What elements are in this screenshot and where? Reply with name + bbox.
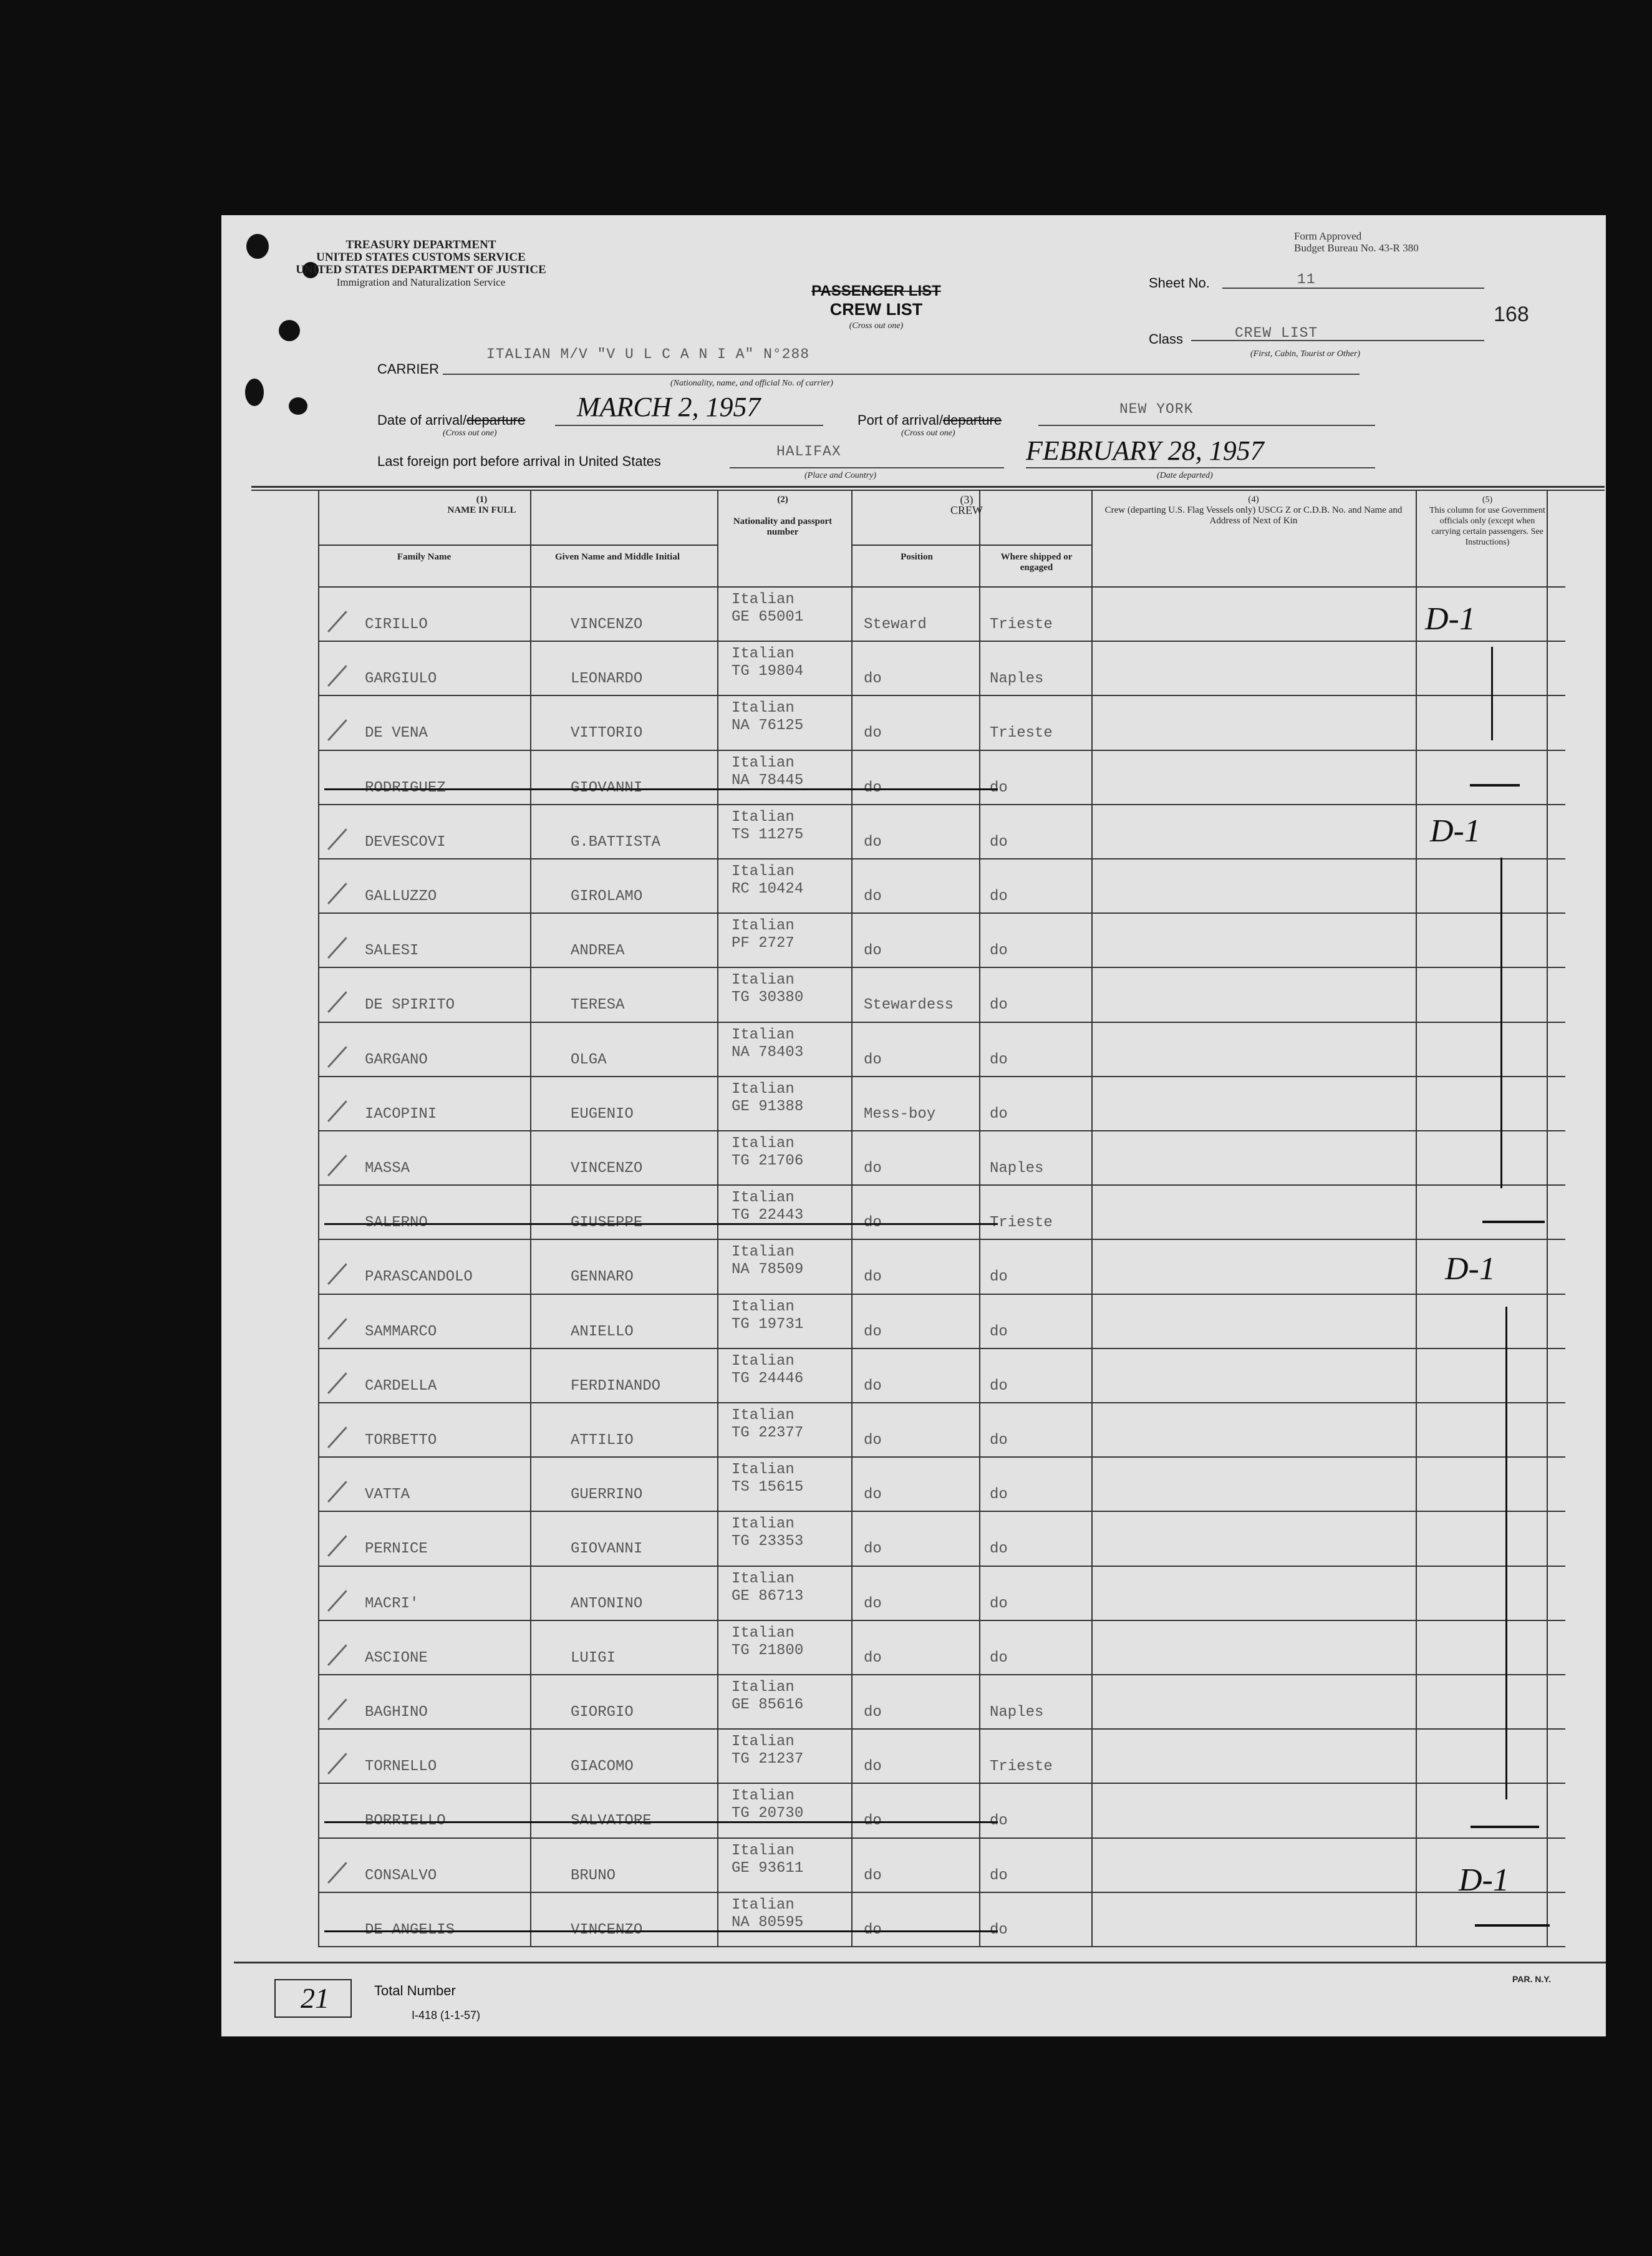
passport-cell: TG 23353 [732,1533,804,1551]
strike-through-line [324,788,998,790]
agency-line: TREASURY DEPARTMENT [345,238,496,251]
last-port-label: Last foreign port before arrival in United States [377,453,661,469]
position-cell: do [864,942,882,960]
passport-cell: TG 19804 [732,663,804,680]
nationality-cell: Italian [732,646,795,663]
port-note: (Cross out one) [901,428,955,438]
family-name-cell: BORRIELLO [365,1813,446,1830]
table-top-rule [251,490,1605,491]
dash-mark [1475,1924,1550,1927]
position-cell: do [864,1541,882,1558]
position-cell: do [864,1051,882,1068]
given-name-cell: ATTILIO [571,1432,634,1449]
class-note: (First, Cabin, Tourist or Other) [1250,349,1361,359]
passport-cell: NA 76125 [732,717,804,735]
passport-cell: RC 10424 [732,881,804,898]
column-rule [851,490,853,1946]
passport-cell: TS 15615 [732,1479,804,1496]
given-name-cell: GENNARO [571,1269,634,1286]
nationality-cell: Italian [732,808,795,826]
passport-cell: GE 86713 [732,1587,804,1605]
family-name-cell: CIRILLO [365,616,428,633]
nationality-cell: Italian [732,863,795,880]
row-rule [318,1294,1565,1295]
agency-line: UNITED STATES CUSTOMS SERVICE [316,251,526,264]
position-cell: do [864,1867,882,1884]
check-mark [327,1590,347,1612]
family-name-cell: IACOPINI [365,1105,437,1123]
strike-through-line [324,1821,998,1823]
where-shipped-cell: do [990,1649,1008,1667]
given-name-cell: FERDINANDO [571,1377,661,1395]
d1-mark: D-1 [1459,1862,1509,1898]
given-name-cell: LUIGI [571,1649,616,1667]
col-number: (2) [777,495,788,505]
passport-cell: GE 91388 [732,1098,804,1115]
d1-mark: D-1 [1445,1251,1495,1287]
given-name-cell: TERESA [571,997,625,1014]
nationality-cell: Italian [732,591,795,608]
row-rule [318,1076,1565,1077]
position-cell: do [864,888,882,905]
passport-cell: NA 78509 [732,1261,804,1279]
where-shipped-cell: do [990,1269,1008,1286]
position-cell: Mess-boy [864,1105,936,1123]
passport-cell: NA 80595 [732,1914,804,1931]
arrival-struck: departure [466,412,526,428]
ink-blot [245,379,264,406]
nationality-cell: Italian [732,1407,795,1424]
arrival-date: MARCH 2, 1957 [577,392,761,422]
last-port-value: HALIFAX [776,443,841,460]
bracket-line [1500,858,1502,1188]
bracket-line [1491,647,1493,740]
given-name-cell: GIOVANNI [571,779,643,796]
where-shipped-cell: Trieste [990,1214,1053,1232]
row-rule [318,1402,1565,1403]
column-rule [717,490,718,1946]
sheet-number: 11 [1297,271,1316,288]
given-name-cell: GIACOMO [571,1758,634,1776]
class-value: CREW LIST [1235,325,1318,341]
passport-cell: TG 30380 [732,989,804,1007]
family-name-cell: MACRI' [365,1595,419,1612]
family-name-cell: DE VENA [365,725,428,742]
row-rule [318,1566,1565,1567]
check-mark [327,937,347,959]
carrier-label: CARRIER [377,361,440,377]
where-shipped-cell: Naples [990,1160,1044,1177]
nationality-cell: Italian [732,1244,795,1261]
ink-blot [279,320,300,341]
column-rule [530,490,531,1946]
page-title: CREW LIST [829,300,923,319]
passport-cell: PF 2727 [732,935,795,952]
arrival-note: (Cross out one) [443,428,497,438]
given-name-cell: ANIELLO [571,1323,634,1340]
row-rule [318,1239,1565,1240]
row-rule [318,1022,1565,1023]
family-name-cell: ASCIONE [365,1649,428,1667]
arrival-label [377,412,525,428]
row-rule [318,858,1565,859]
nationality-cell: Italian [732,1080,795,1098]
bracket-line [1505,1307,1507,1799]
row-rule [318,1456,1565,1458]
subheader-rule [318,545,717,546]
check-mark [327,611,347,632]
table-top-rule [251,486,1605,488]
nationality-cell: Italian [732,1189,795,1207]
position-cell: do [864,1486,882,1504]
col-title: CREW [950,504,983,516]
printer-mark: PAR. N.Y. [1512,1974,1551,1984]
port-label [857,412,1002,428]
check-mark [327,992,347,1014]
passport-cell: TG 22443 [732,1207,804,1224]
family-name-cell: DEVESCOVI [365,833,446,851]
nationality-cell: Italian [732,1624,795,1642]
given-name-cell: LEONARDO [571,671,643,688]
col-number: (1) [476,495,488,505]
nationality-cell: Italian [732,1516,795,1533]
d1-mark: D-1 [1430,813,1481,849]
position-cell: do [864,1813,882,1830]
nationality-cell: Italian [732,1896,795,1914]
check-mark [327,1155,347,1176]
where-shipped-cell: Trieste [990,1758,1053,1776]
where-shipped-cell: do [990,1921,1008,1939]
passport-cell: TG 21237 [732,1751,804,1768]
where-shipped-cell: do [990,1377,1008,1395]
position-cell: do [864,1323,882,1340]
family-name-cell: CARDELLA [365,1377,437,1395]
family-name-cell: RODRIGUEZ [365,779,446,796]
col-number: (5) [1482,495,1493,505]
given-name-cell: ANDREA [571,942,625,960]
position-cell: do [864,725,882,742]
check-mark [327,828,347,850]
passport-cell: TG 24446 [732,1370,804,1387]
given-name-cell: VINCENZO [571,616,643,633]
family-name-cell: TORBETTO [365,1432,437,1449]
passport-cell: TG 22377 [732,1425,804,1441]
check-mark [327,1698,347,1720]
given-name-cell: VITTORIO [571,725,643,742]
family-name-cell: BAGHINO [365,1704,428,1721]
position-cell: do [864,1595,882,1612]
where-shipped-cell: do [990,1595,1008,1612]
row-rule [318,1184,1565,1186]
carrier-note: (Nationality, name, and official No. of carrier) [670,379,833,388]
family-name-heading: Family Name [397,552,452,562]
where-shipped-cell: Trieste [990,616,1053,633]
row-rule [318,1892,1565,1893]
col2-heading [717,495,848,538]
row-rule [318,967,1565,968]
family-name-cell: VATTA [365,1486,410,1504]
position-cell: do [864,779,882,796]
check-mark [327,1318,347,1340]
where-shipped-cell: Trieste [990,725,1053,742]
where-shipped-cell: do [990,1051,1008,1068]
given-name-cell: GIUSEPPE [571,1214,643,1232]
where-shipped-cell: do [990,779,1008,796]
row-rule [318,1946,1565,1947]
family-name-cell: SALESI [365,942,419,960]
where-shipped-cell: do [990,1486,1008,1504]
given-name-cell: EUGENIO [571,1105,634,1123]
given-name-heading: Given Name and Middle Initial [554,552,680,562]
position-cell: do [864,1758,882,1776]
given-name-cell: GIROLAMO [571,888,643,905]
column-rule [318,490,319,1946]
footer-rule [234,1962,1606,1963]
where-shipped-cell: Naples [990,1704,1044,1721]
family-name-cell: DE ANGELIS [365,1921,455,1939]
col-title: This column for use Government officials only (except when carrying certain passengers. See Instructions) [1429,506,1545,547]
row-rule [318,1728,1565,1730]
position-cell: do [864,833,882,851]
column-rule [979,490,980,1946]
position-heading: Position [901,552,933,562]
check-mark [327,665,347,687]
row-rule [318,1130,1565,1131]
where-shipped-cell: Naples [990,671,1044,688]
total-label: Total Number [374,1983,456,1998]
strike-through-line [324,1930,998,1932]
row-rule [318,750,1565,751]
position-cell: do [864,1649,882,1667]
row-rule [318,1620,1565,1621]
position-cell: do [864,671,882,688]
passport-cell: TS 11275 [732,826,804,843]
position-cell: do [864,1432,882,1449]
where-shipped-cell: do [990,1867,1008,1884]
given-name-cell: BRUNO [571,1867,616,1884]
col5-heading [1428,495,1547,548]
nationality-cell: Italian [732,1461,795,1479]
nationality-cell: Italian [732,1842,795,1859]
title-note: (Cross out one) [849,321,904,331]
position-cell: do [864,1921,882,1939]
check-mark [327,1372,347,1394]
given-name-cell: OLGA [571,1051,607,1068]
family-name-cell: TORNELLO [365,1758,437,1776]
passport-cell: TG 21706 [732,1153,804,1169]
passport-cell: TG 20730 [732,1805,804,1823]
passport-cell: NA 78403 [732,1043,804,1061]
col3-heading [851,495,1082,516]
sheet-label: Sheet No. [1149,275,1210,291]
nationality-cell: Italian [732,1352,795,1370]
nationality-cell: Italian [732,1679,795,1696]
row-rule [318,641,1565,642]
given-name-cell: GUERRINO [571,1486,643,1504]
subheader-rule [851,545,1091,546]
port-value: NEW YORK [1119,401,1194,417]
position-cell: do [864,1214,882,1232]
form-approved-line: Form Approved [1294,230,1362,242]
date-departed-note: (Date departed) [1157,471,1213,480]
col-title: Crew (departing U.S. Flag Vessels only) USCG Z or C.D.B. No. and Name and Address of Next of Kin [1104,505,1403,526]
check-mark [327,1481,347,1503]
position-cell: do [864,1704,882,1721]
family-name-cell: PERNICE [365,1541,428,1558]
dash-mark [1471,1826,1539,1828]
nationality-cell: Italian [732,1570,795,1587]
nationality-cell: Italian [732,1788,795,1805]
passport-cell: GE 93611 [732,1859,804,1877]
check-mark [327,1046,347,1068]
row-rule [318,695,1565,696]
row-rule [318,913,1565,914]
row-rule [318,1837,1565,1839]
dash-mark [1482,1221,1545,1223]
page-stamp: 168 [1494,303,1529,326]
column-rule [1091,490,1093,1946]
check-mark [327,1264,347,1285]
where-shipped-cell: do [990,1813,1008,1830]
arrival-label-text: Date of arrival/ [377,412,467,428]
nationality-cell: Italian [732,972,795,989]
position-cell: do [864,1160,882,1177]
port-struck: departure [942,412,1002,428]
column-rule [1416,490,1417,1946]
given-name-cell: ANTONINO [571,1595,643,1612]
position-cell: Stewardess [864,997,954,1014]
row-rule [318,1674,1565,1675]
check-mark [327,1100,347,1122]
column-rule [1547,490,1548,1946]
row-rule [318,804,1565,805]
given-name-cell: VINCENZO [571,1160,643,1177]
row-rule [318,1348,1565,1349]
given-name-cell: VINCENZO [571,1921,643,1939]
given-name-cell: SALVATORE [571,1813,652,1830]
row-rule [318,1511,1565,1512]
col-number: (4) [1248,495,1259,505]
agency-line: Immigration and Naturalization Service [336,276,506,288]
date-departed: FEBRUARY 28, 1957 [1026,435,1264,466]
nationality-cell: Italian [732,1733,795,1751]
col-title: NAME IN FULL [447,505,516,515]
nationality-cell: Italian [732,1298,795,1315]
last-port-note: (Place and Country) [804,471,877,480]
check-mark [327,720,347,742]
where-shipped-cell: do [990,1105,1008,1123]
position-cell: Steward [864,616,927,633]
check-mark [327,1862,347,1884]
passport-cell: NA 78445 [732,772,804,789]
d1-mark: D-1 [1425,601,1476,637]
col-title: Nationality and passport number [733,516,833,537]
family-name-cell: SALERNO [365,1214,428,1232]
title-struck: PASSENGER LIST [811,283,941,299]
port-label-text: Port of arrival/ [857,412,943,428]
ink-blot [289,397,307,415]
where-shipped-cell: do [990,942,1008,960]
agency-line: UNITED STATES DEPARTMENT OF JUSTICE [296,263,546,276]
dash-mark [1470,784,1520,787]
where-heading: Where shipped or engaged [1000,552,1073,573]
col4-heading [1091,495,1416,526]
passport-cell: GE 85616 [732,1697,804,1713]
check-mark [327,883,347,904]
where-shipped-cell: do [990,1432,1008,1449]
nationality-cell: Italian [732,1135,795,1152]
family-name-cell: MASSA [365,1160,410,1177]
where-shipped-cell: do [990,888,1008,905]
nationality-cell: Italian [732,754,795,772]
given-name-cell: G.BATTISTA [571,833,661,851]
position-cell: do [864,1377,882,1395]
position-cell: do [864,1269,882,1286]
passport-cell: TG 19731 [732,1315,804,1333]
where-shipped-cell: do [990,997,1008,1014]
nationality-cell: Italian [732,917,795,935]
passport-cell: TG 21800 [732,1642,804,1659]
family-name-cell: PARASCANDOLO [365,1269,473,1286]
nationality-cell: Italian [732,700,795,717]
strike-through-line [324,1223,998,1225]
where-shipped-cell: do [990,833,1008,851]
form-approved-line: Budget Bureau No. 43-R 380 [1294,242,1419,254]
total-number-value: 21 [301,1982,329,2014]
family-name-cell: GALLUZZO [365,888,437,905]
agency-header [259,239,583,289]
form-approved [1294,230,1419,254]
col-number: (3) [960,493,973,506]
check-mark [327,1644,347,1666]
given-name-cell: GIORGIO [571,1704,634,1721]
family-name-cell: GARGANO [365,1051,428,1068]
passport-cell: GE 65001 [732,609,804,626]
check-mark [327,1753,347,1774]
where-shipped-cell: do [990,1323,1008,1340]
family-name-cell: DE SPIRITO [365,997,455,1014]
row-rule [318,586,1565,588]
col1-heading [318,495,645,516]
family-name-cell: SAMMARCO [365,1323,437,1340]
family-name-cell: GARGIULO [365,671,437,688]
form-number: I-418 (1-1-57) [412,2009,481,2021]
document-page [221,215,1606,2036]
given-name-cell: GIOVANNI [571,1541,643,1558]
family-name-cell: CONSALVO [365,1867,437,1884]
row-rule [318,1783,1565,1784]
where-shipped-cell: do [990,1541,1008,1558]
check-mark [327,1536,347,1557]
check-mark [327,1426,347,1448]
carrier-value: ITALIAN M/V "V U L C A N I A" N°288 [486,346,810,362]
nationality-cell: Italian [732,1026,795,1043]
class-label: Class [1149,331,1184,347]
